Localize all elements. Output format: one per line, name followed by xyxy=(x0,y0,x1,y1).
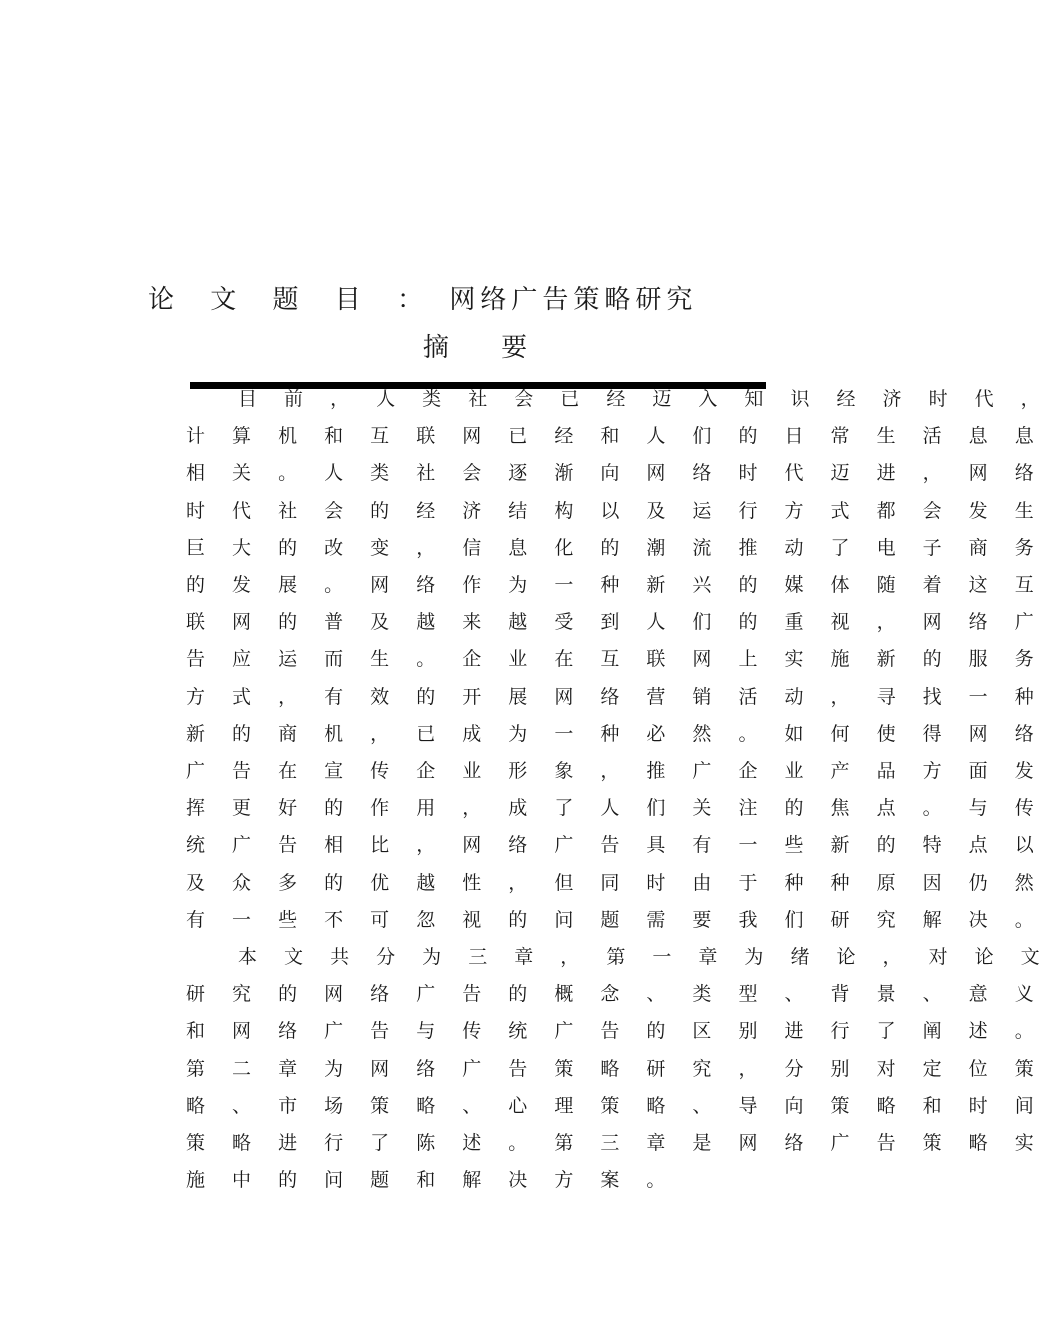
paragraph-line: 挥 更 好 的 作 用 ， 成 了 人 们 关 注 的 焦 点 。 与 传 xyxy=(186,797,1045,820)
abstract-paragraph-2 xyxy=(148,939,1050,1199)
paragraph-line: 方 式 ， 有 效 的 开 展 网 络 营 销 活 动 ， 寻 找 一 种 xyxy=(186,685,1045,708)
thesis-title xyxy=(148,282,808,318)
abstract-body xyxy=(148,381,1050,1199)
paragraph-line: 广 告 在 宣 传 企 业 形 象 ， 推 广 企 业 产 品 方 面 发 xyxy=(186,760,1045,783)
paragraph-line: 计 算 机 和 互 联 网 已 经 和 人 们 的 日 常 生 活 息 息 xyxy=(186,425,1045,448)
paragraph-line: 时 代 社 会 的 经 济 结 构 以 及 运 行 方 式 都 会 发 生 xyxy=(186,499,1045,522)
paragraph-line: 策 略 进 行 了 陈 述 。 第 三 章 是 网 络 广 告 策 略 实 xyxy=(186,1132,1045,1155)
paragraph-line: 的 发 展 。 网 络 作 为 一 种 新 兴 的 媒 体 随 着 这 互 xyxy=(186,574,1045,597)
thesis-title-label: 论 文 题 目 xyxy=(148,285,375,315)
abstract-heading: 摘 要 xyxy=(422,333,550,363)
thesis-title-text: 网络广告策略研究 xyxy=(449,285,698,315)
paragraph-line: 施 中 的 问 题 和 解 决 方 案 。 xyxy=(186,1169,676,1192)
thesis-title-separator: ： xyxy=(397,285,428,315)
paragraph-line: 有 一 些 不 可 忽 视 的 问 题 需 要 我 们 研 究 解 决 。 xyxy=(186,908,1045,931)
paragraph-line: 新 的 商 机 ， 已 成 为 一 种 必 然 。 如 何 使 得 网 络 xyxy=(186,722,1045,745)
paragraph-line: 和 网 络 广 告 与 传 统 广 告 的 区 别 进 行 了 阐 述 。 xyxy=(186,1020,1045,1043)
paragraph-line: 相 关 。 人 类 社 会 逐 渐 向 网 络 时 代 迈 进 ， 网 络 xyxy=(186,462,1045,485)
abstract-paragraph-1 xyxy=(148,381,1050,939)
paragraph-line: 研 究 的 网 络 广 告 的 概 念 、 类 型 、 背 景 、 意 义 xyxy=(186,983,1045,1006)
paragraph-line: 本 文 共 分 为 三 章 ， 第 一 章 为 绪 论 ， 对 论 文 xyxy=(238,946,1050,969)
paragraph-line: 第 二 章 为 网 络 广 告 策 略 研 究 ， 分 别 对 定 位 策 xyxy=(186,1057,1045,1080)
paragraph-line: 目 前 ， 人 类 社 会 已 经 迈 入 知 识 经 济 时 代 ， xyxy=(238,388,1050,410)
paragraph-line: 告 应 运 而 生 。 企 业 在 互 联 网 上 实 施 新 的 服 务 xyxy=(186,648,1045,671)
paragraph-line: 统 广 告 相 比 ， 网 络 广 告 具 有 一 些 新 的 特 点 以 xyxy=(186,834,1045,857)
paragraph-line: 联 网 的 普 及 越 来 越 受 到 人 们 的 重 视 ， 网 络 广 xyxy=(186,611,1045,634)
paragraph-line: 略 、 市 场 策 略 、 心 理 策 略 、 导 向 策 略 和 时 间 xyxy=(186,1094,1045,1117)
paragraph-line: 巨 大 的 改 变 ， 信 息 化 的 潮 流 推 动 了 电 子 商 务 xyxy=(186,536,1045,559)
paragraph-line: 及 众 多 的 优 越 性 ， 但 同 时 由 于 种 种 原 因 仍 然 xyxy=(186,871,1045,894)
